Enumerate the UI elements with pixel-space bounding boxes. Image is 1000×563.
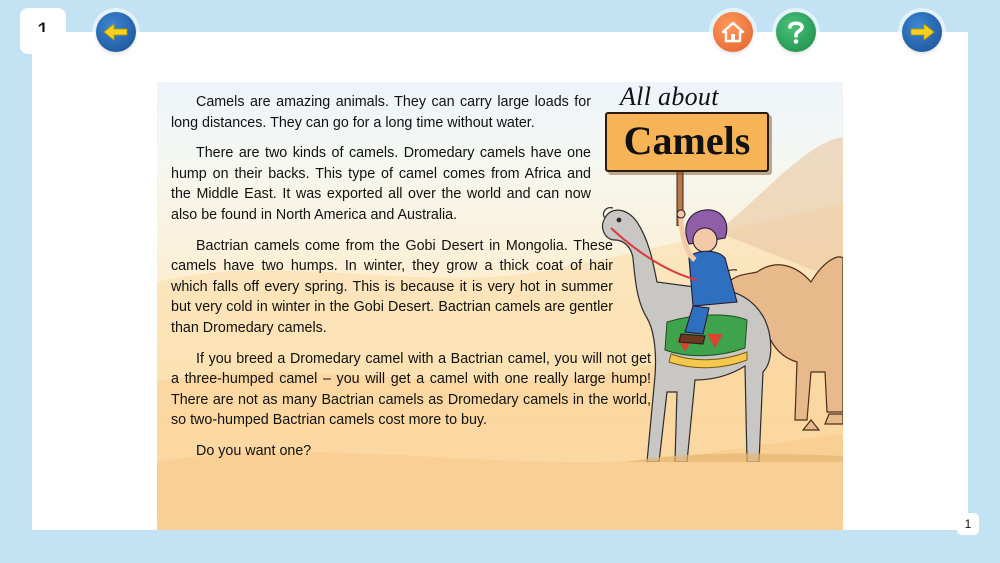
story-paragraph: There are two kinds of camels. Dromedary camels have one hump on their backs. This type of camel comes from Africa and the Middle East. It was exported all over the world and can now also be found in North America and Australia.	[171, 145, 591, 223]
story-paragraph: If you breed a Dromedary camel with a Bactrian camel, you will not get a three-humped camel – you will get a camel with one really large hump! There are not as many Bactrian camels as Dromedary camels in the world, so two-humped Bactrian camels cost more to buy.	[171, 350, 651, 429]
title-camels: Camels	[623, 118, 751, 163]
camels-illustration	[597, 162, 843, 462]
story-paragraph: Camels are amazing animals. They can carry large loads for long distances. They can go for a long time without water.	[171, 94, 591, 131]
home-button[interactable]	[713, 12, 753, 52]
story-text	[171, 92, 661, 472]
arrow-left-icon	[103, 22, 129, 42]
story-paragraph: Do you want one?	[196, 442, 312, 459]
story-paragraph: Bactrian camels come from the Gobi Desert in Mongolia. These camels have two humps. In winter, they grow a thick coat of hair which falls off every spring. This is because it is very hot in summer but very cold in winter in the Gobi Desert. Bactrian camels are gentler than Dromedary camels.	[171, 237, 613, 336]
arrow-right-icon	[909, 22, 935, 42]
home-icon	[721, 21, 745, 43]
back-button[interactable]	[96, 12, 136, 52]
page-number: 1	[957, 513, 979, 535]
question-icon	[786, 19, 806, 45]
story-page	[157, 82, 843, 530]
help-button[interactable]	[776, 12, 816, 52]
next-button[interactable]	[902, 12, 942, 52]
title-all-about: All about	[620, 82, 719, 111]
